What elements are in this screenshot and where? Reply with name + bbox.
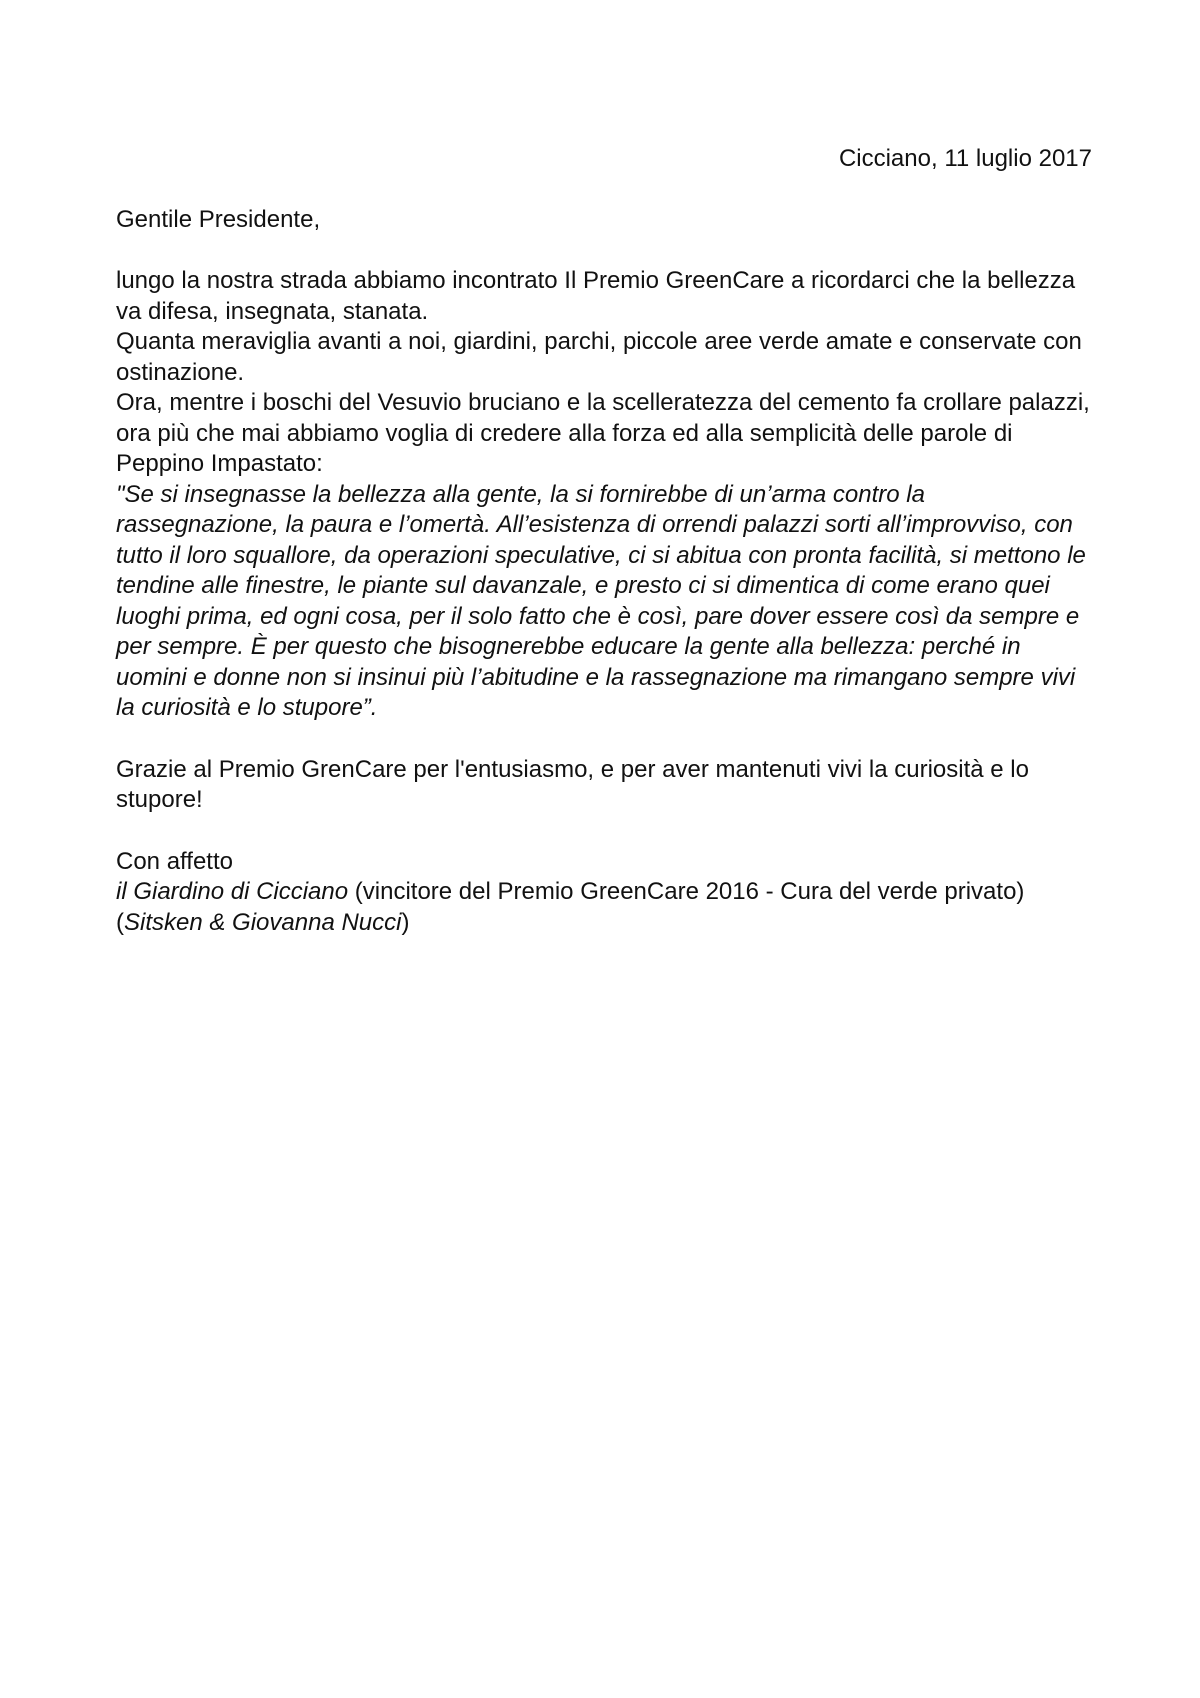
signature-line	[116, 877, 1092, 908]
paragraph-vesuvio: Ora, mentre i boschi del Vesuvio bruciano e la scelleratezza del cemento fa crollare palazzi, ora più che mai abbiamo voglia di credere alla forza ed alla semplicità delle parole di Peppino Impastato:	[116, 389, 1090, 477]
paragraph-intro: lungo la nostra strada abbiamo incontrato Il Premio GreenCare a ricordarci che la bellezza va difesa, insegnata, stanata.	[116, 267, 1076, 325]
spacer	[116, 816, 1092, 847]
letter-body	[116, 144, 1092, 938]
closing-line: Con affetto	[116, 847, 233, 875]
signature-note: (vincitore del Premio GreenCare 2016 - Cura del verde privato)	[348, 878, 1025, 905]
signature-name: il Giardino di Cicciano	[116, 878, 349, 905]
letter-greeting: Gentile Presidente,	[116, 205, 321, 233]
signatories-open: (	[116, 908, 124, 936]
signatories-close: )	[401, 908, 410, 936]
impastato-quote: "Se si insegnasse la bellezza alla gente, la si fornirebbe di un’arma contro la rassegnazione, la paura e l’omertà. All’esistenza di orrendi palazzi sorti all’improvviso, con tutto il loro squallore, da operazioni speculative, ci si abitua con pronta facilità, si mettono le tendine alle finestre, le piante sul davanzale, e presto ci si dimentica di come erano quei luoghi prima, ed ogni cosa, per il solo fatto che è così, pare dover essere così da sempre e per sempre. È per questo che bisognerebbe educare la gente alla bellezza: perché in uomini e donne non si insinui più l’abitudine e la rassegnazione ma rimangano sempre vivi la curiosità e lo stupore”.	[116, 480, 1086, 721]
paragraph-thanks: Grazie al Premio GrenCare per l'entusiasmo, e per aver mantenuti vivi la curiosità e lo stupore!	[116, 755, 1029, 813]
signatories-names: Sitsken & Giovanna Nucci	[124, 908, 402, 936]
signatories-line	[116, 908, 1092, 939]
paragraph-wonder: Quanta meraviglia avanti a noi, giardini, parchi, piccole aree verde amate e conservate con ostinazione.	[116, 328, 1082, 386]
spacer	[116, 724, 1092, 755]
letter-date: Cicciano, 11 luglio 2017	[838, 145, 1092, 172]
